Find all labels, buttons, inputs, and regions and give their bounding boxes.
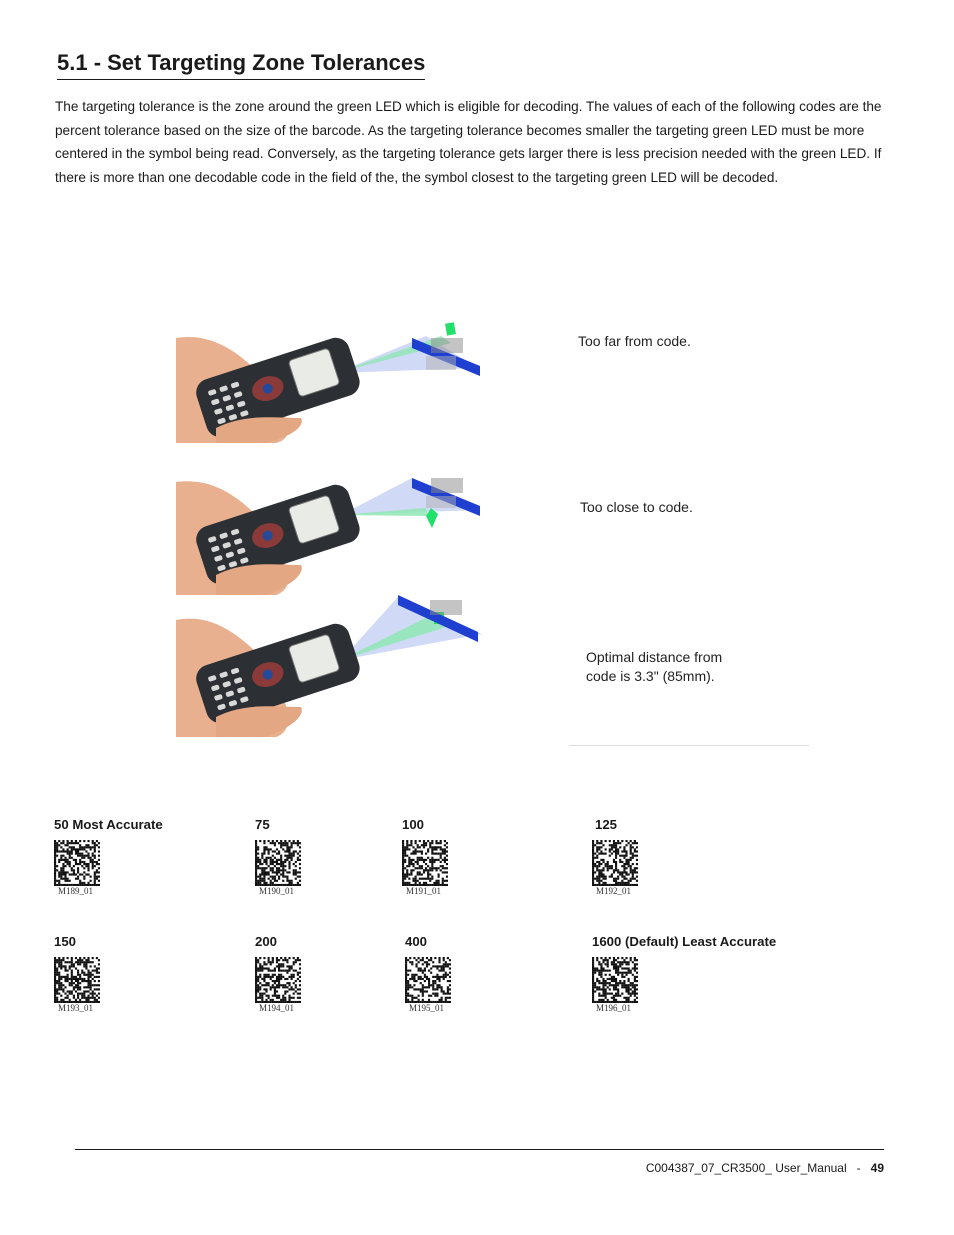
- code-cell: [255, 934, 301, 1014]
- scene-too-close: [176, 470, 486, 595]
- code-label: 100: [402, 817, 425, 832]
- scene-too-far: [176, 318, 486, 443]
- data-matrix-code[interactable]: [402, 840, 448, 886]
- figure-divider: [569, 745, 809, 746]
- code-id: M191_01: [406, 886, 442, 896]
- code-id: M192_01: [596, 886, 632, 896]
- document-id: C004387_07_CR3500_ User_Manual: [645, 1161, 847, 1175]
- code-cell: [402, 817, 448, 897]
- code-cell: [592, 934, 776, 1014]
- scene-optimal: [176, 592, 486, 717]
- intro-paragraph: The targeting tolerance is the zone around the green LED which is eligible for decoding. The values of each of the following codes are the percent tolerance based on the size of the barcode. As the targeting tolerance becomes smaller the targeting green LED must be more centered in the symbol being read. Conversely, as the targeting tolerance gets larger there is less precision needed with the green LED. If there is more than one decodable code in the field of the, the symbol closest to the targeting green LED will be decoded.: [55, 99, 882, 185]
- code-cell: [592, 817, 638, 897]
- footer-separator: -: [856, 1161, 861, 1175]
- page-number: 49: [870, 1161, 884, 1175]
- data-matrix-code[interactable]: [255, 840, 301, 886]
- code-cell: [54, 817, 163, 897]
- code-id: M190_01: [259, 886, 295, 896]
- data-matrix-code[interactable]: [592, 840, 638, 886]
- code-id: M193_01: [58, 1003, 94, 1013]
- data-matrix-code[interactable]: [592, 957, 638, 1003]
- data-matrix-code[interactable]: [255, 957, 301, 1003]
- scanner-illustration: [176, 318, 486, 443]
- code-label: 75: [255, 817, 270, 832]
- code-label: 125: [595, 817, 618, 832]
- scanner-illustration: [176, 470, 486, 595]
- code-label: 200: [255, 934, 278, 949]
- code-id: M195_01: [409, 1003, 445, 1013]
- data-matrix-code[interactable]: [405, 957, 451, 1003]
- data-matrix-code[interactable]: [54, 957, 100, 1003]
- code-id: M194_01: [259, 1003, 295, 1013]
- code-id: M189_01: [58, 886, 94, 896]
- section-title: 5.1 - Set Targeting Zone Tolerances: [57, 50, 425, 80]
- code-label: 150: [54, 934, 77, 949]
- targeting-figure: [176, 240, 816, 750]
- caption-too-close: Too close to code.: [580, 499, 693, 515]
- footer-divider: [75, 1149, 884, 1150]
- data-matrix-code[interactable]: [54, 840, 100, 886]
- code-id: M196_01: [596, 1003, 632, 1013]
- caption-too-far: Too far from code.: [578, 333, 691, 349]
- code-label: 50 Most Accurate: [54, 817, 163, 832]
- code-label: 1600 (Default) Least Accurate: [592, 934, 777, 949]
- caption-optimal-line2: code is 3.3" (85mm).: [586, 668, 715, 684]
- code-label: 400: [405, 934, 428, 949]
- code-cell: [255, 817, 301, 897]
- code-cell: [54, 934, 100, 1014]
- scanner-illustration: [176, 592, 486, 737]
- code-cell: [405, 934, 451, 1014]
- caption-optimal-line1: Optimal distance from: [586, 649, 723, 665]
- page-footer: [646, 1161, 884, 1175]
